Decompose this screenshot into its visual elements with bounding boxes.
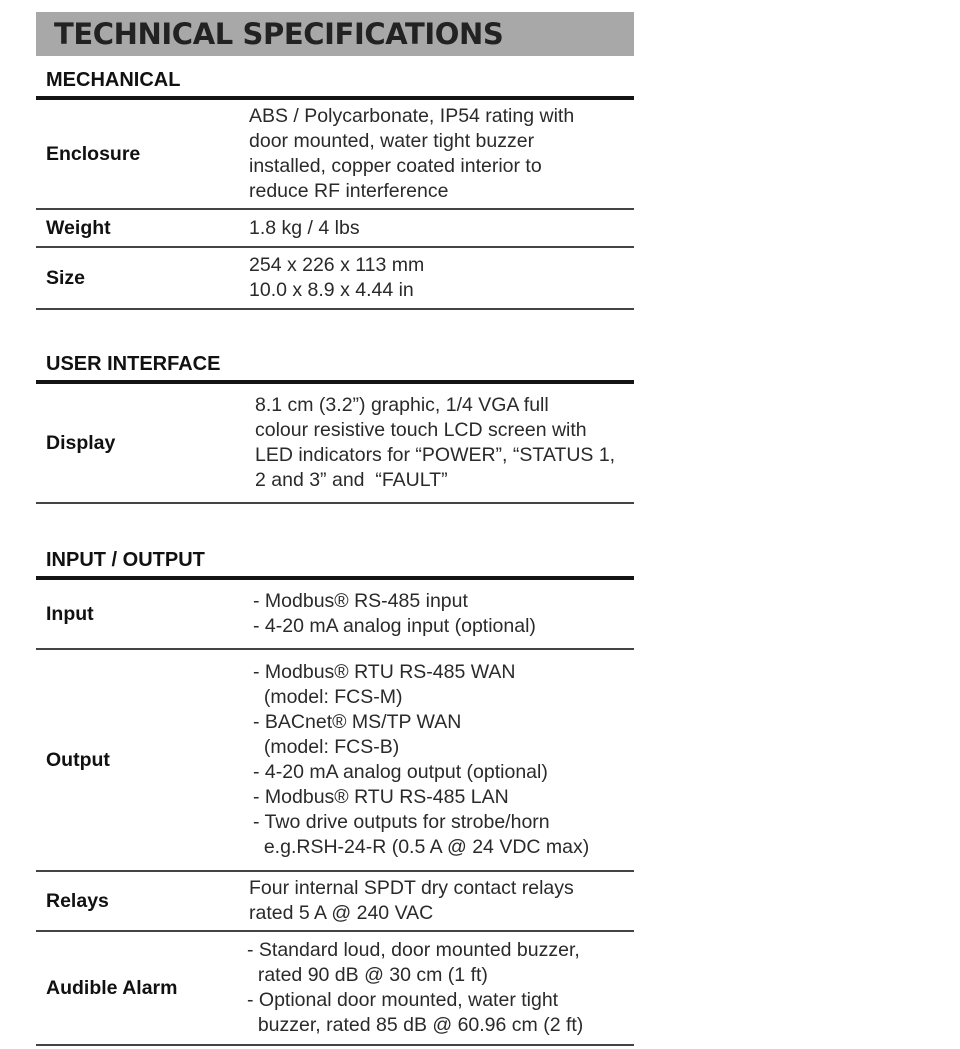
- spec-row-output: [36, 650, 634, 872]
- spec-label: Enclosure: [46, 142, 141, 165]
- spec-value: Four internal SPDT dry contact relays rated 5 A @ 240 VAC: [249, 877, 574, 924]
- spec-label: Display: [46, 431, 116, 454]
- spec-value: 254 x 226 x 113 mm 10.0 x 8.9 x 4.44 in: [249, 254, 425, 301]
- spec-value: - Standard loud, door mounted buzzer, rated 90 dB @ 30 cm (1 ft) - Optional door mounted, water tight buzzer, rated 85 dB @ 60.96 cm (2 ft): [247, 939, 584, 1036]
- spec-row-weight: [36, 210, 634, 248]
- spec-value: 8.1 cm (3.2”) graphic, 1/4 VGA full colour resistive touch LCD screen with LED indicators for “POWER”, “STATUS 1, 2 and 3” and “FAULT”: [255, 394, 616, 491]
- spec-value: - Modbus® RS-485 input - 4-20 mA analog input (optional): [253, 590, 536, 637]
- spec-row-enclosure: [36, 100, 634, 210]
- spec-value: - Modbus® RTU RS-485 WAN (model: FCS-M) - BACnet® MS/TP WAN (model: FCS-B) - 4-20 mA analog output (optional) - Modbus® RTU RS-485 LAN - Two drive outputs for strobe/horn e.g.RSH-24-R (0.5 A @ 24 VDC max): [253, 661, 590, 858]
- spec-row-input: [36, 580, 634, 650]
- spec-label: Audible Alarm: [46, 976, 178, 999]
- section-heading: USER INTERFACE: [36, 350, 634, 384]
- section-heading: INPUT / OUTPUT: [36, 546, 634, 580]
- spec-label: Output: [46, 748, 110, 771]
- spec-label: Weight: [46, 216, 111, 239]
- spec-row-relays: [36, 872, 634, 932]
- spec-label: Relays: [46, 889, 109, 912]
- section-user-interface: [36, 350, 634, 504]
- section-mechanical: [36, 66, 634, 310]
- title-bar: [36, 12, 634, 56]
- spec-row-size: [36, 248, 634, 310]
- spec-value: ABS / Polycarbonate, IP54 rating with door mounted, water tight buzzer installed, copper coated interior to reduce RF interference: [249, 105, 575, 202]
- section-heading: MECHANICAL: [36, 66, 634, 100]
- spec-row-display: [36, 384, 634, 504]
- spec-value: 1.8 kg / 4 lbs: [249, 216, 360, 239]
- section-input-output: [36, 546, 634, 1046]
- spec-label: Size: [46, 266, 86, 289]
- page-title: TECHNICAL SPECIFICATIONS: [54, 17, 504, 51]
- spec-sheet: [36, 12, 634, 1036]
- spec-label: Input: [46, 602, 94, 625]
- spec-row-audible-alarm: [36, 932, 634, 1046]
